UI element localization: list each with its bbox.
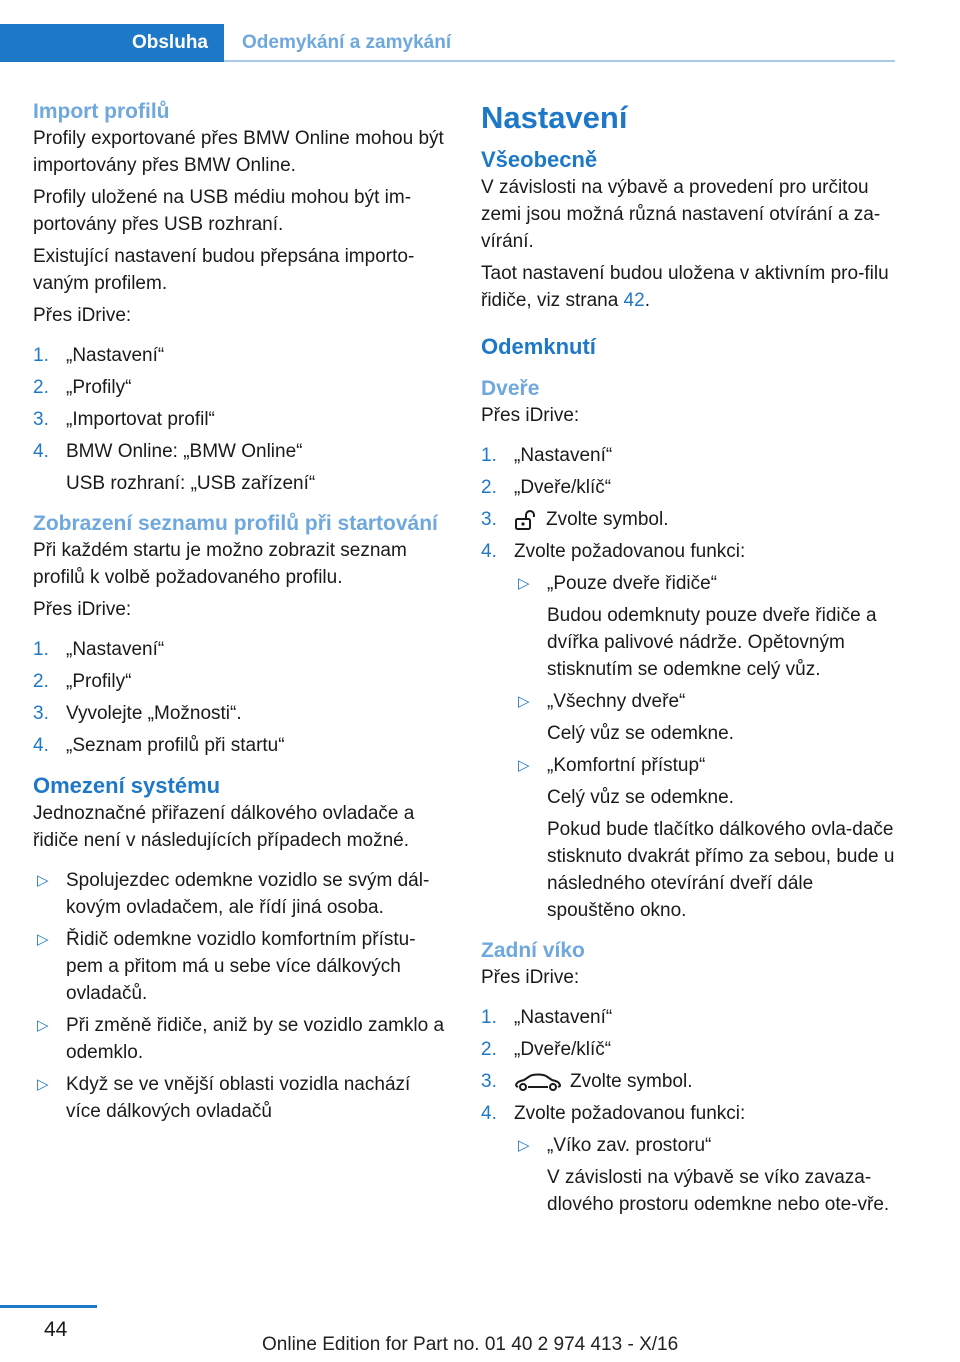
limits-p1: Jednoznačné přiřazení dálkového ovladače a řidiče není v následujících případech možné. xyxy=(33,803,415,851)
list-item: ▷ Když se ve vnější oblasti vozidla nachází více dálkových ovladačů xyxy=(37,1074,411,1122)
list-item: 2. „Dveře/klíč“ xyxy=(481,1039,612,1060)
unlocked-lock-icon xyxy=(514,509,538,531)
list-item: 4. Zvolte požadovanou funkci: xyxy=(481,1103,746,1124)
startup-p2: Přes iDrive: xyxy=(33,599,132,620)
footer-rule xyxy=(0,1305,97,1308)
edition-text: Online Edition for Part no. 01 40 2 974 413 - X/16 xyxy=(262,1334,679,1355)
list-item: ▷ „Všechny dveře“ Celý vůz se odemkne. xyxy=(518,691,734,744)
tailgate-options xyxy=(481,1132,901,1218)
list-item: 1. „Nastavení“ xyxy=(481,1007,613,1028)
doors-steps xyxy=(481,442,901,565)
page-link[interactable]: 42 xyxy=(623,290,645,311)
list-item: 2. „Profily“ xyxy=(33,671,132,692)
list-item: 2. „Profily“ xyxy=(33,377,132,398)
page-number: 44 xyxy=(44,1318,68,1341)
import-p3: Existující nastavení budou přepsána importo‐vaným profilem. xyxy=(33,246,415,294)
doors-p1: Přes iDrive: xyxy=(481,405,580,426)
limits-title: Omezení systému xyxy=(33,773,221,798)
general-p1: V závislosti na výbavě a provedení pro určitou zemi jsou možná různá nastavení otvírání a za‐vírání. xyxy=(481,177,881,252)
list-item: 3. „Importovat profil“ xyxy=(33,409,215,430)
tailgate-p1: Přes iDrive: xyxy=(481,967,580,988)
list-item: ▷ Řidič odemkne vozidlo komfortním přístu‐pem a přitom má u sebe více dálkových ovladačů. xyxy=(37,929,416,1004)
import-p2: Profily uložené na USB médiu mohou být im‐portovány přes USB rozhraní. xyxy=(33,187,412,235)
startup-steps xyxy=(33,636,448,759)
list-item: 3. Vyvolejte „Možnosti“. xyxy=(33,703,242,724)
list-item: ▷ „Víko zav. prostoru“ V závislosti na výbavě se víko zavaza‐dlového prostoru odemkne nebo ote‐vře. xyxy=(518,1135,890,1215)
list-item: 3. Zvolte symbol. xyxy=(481,509,669,530)
import-title: Import profilů xyxy=(33,100,170,123)
import-steps xyxy=(33,342,448,497)
car-icon xyxy=(514,1072,562,1092)
list-item: 4. BMW Online: „BMW Online“ USB rozhraní: „USB zařízení“ xyxy=(33,441,316,494)
tailgate-title: Zadní víko xyxy=(481,939,585,962)
list-item: 4. „Seznam profilů při startu“ xyxy=(33,735,285,756)
chapter-tab: Odemykání a zamykání xyxy=(224,24,895,62)
list-item: 1. „Nastavení“ xyxy=(33,639,165,660)
section-tab: Obsluha xyxy=(0,24,224,62)
import-p1: Profily exportované přes BMW Online mohou být importovány přes BMW Online. xyxy=(33,128,444,176)
list-item: ▷ „Komfortní přístup“ Celý vůz se odemkne. Pokud bude tlačítko dálkového ovla‐dače stisknuto dvakrát přímo za sebou, bude u následného otevírání dveří dále spouštěno okno. xyxy=(518,755,895,921)
page-header xyxy=(0,24,895,62)
list-item: 1. „Nastavení“ xyxy=(481,445,613,466)
list-item: 1. „Nastavení“ xyxy=(33,345,165,366)
general-p2: Taot nastavení budou uložena v aktivním pro‐filu řidiče, viz strana 42. xyxy=(481,263,889,311)
list-item: ▷ Spolujezdec odemkne vozidlo se svým dál‐kovým ovladačem, ale řídí jiná osoba. xyxy=(37,870,430,918)
doors-title: Dveře xyxy=(481,377,540,400)
tailgate-steps xyxy=(481,1004,901,1127)
unlock-title: Odemknutí xyxy=(481,334,596,359)
list-item: 3. Zvolte symbol. xyxy=(481,1071,693,1092)
list-item: ▷ „Pouze dveře řidiče“ Budou odemknuty pouze dveře řidiče a dvířka palivové nádrže. Opětovným stisknutím se odemkne celý vůz. xyxy=(518,573,877,680)
import-p4: Přes iDrive: xyxy=(33,305,132,326)
limits-bullets xyxy=(33,867,448,1125)
general-title: Všeobecně xyxy=(481,147,598,172)
list-item: 2. „Dveře/klíč“ xyxy=(481,477,612,498)
settings-title: Nastavení xyxy=(481,100,628,135)
startup-p1: Při každém startu je možno zobrazit seznam profilů k volbě požadovaného profilu. xyxy=(33,540,407,588)
doors-options xyxy=(481,570,901,924)
startup-title: Zobrazení seznamu profilů při startování xyxy=(33,512,438,535)
list-item: 4. Zvolte požadovanou funkci: xyxy=(481,541,746,562)
right-column xyxy=(481,98,901,1223)
list-item: ▷ Při změně řidiče, aniž by se vozidlo zamklo a odemklo. xyxy=(37,1015,445,1063)
left-column xyxy=(33,98,448,1130)
